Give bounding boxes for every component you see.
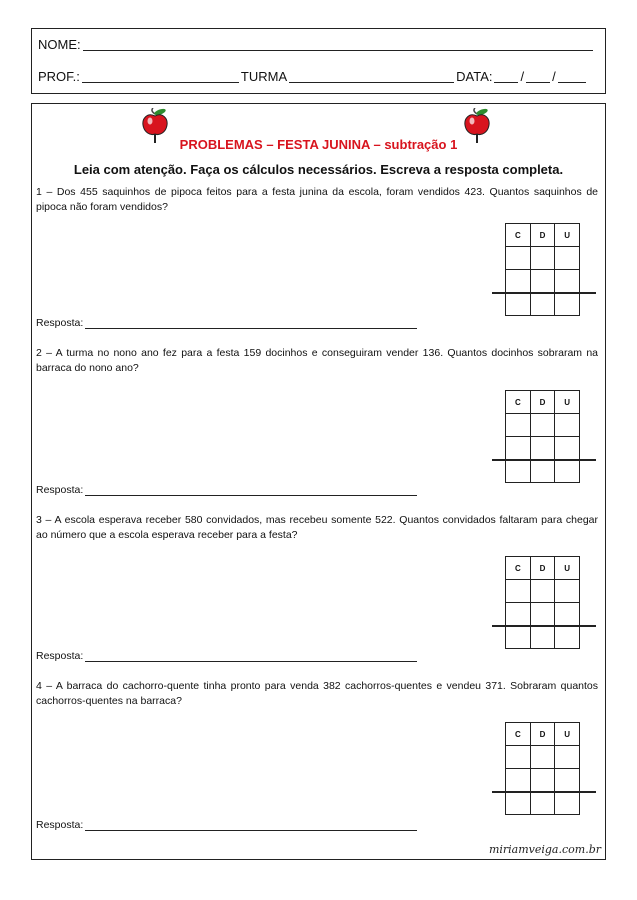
grid-header-u: U bbox=[555, 224, 580, 247]
prof-label: PROF.: bbox=[38, 69, 80, 84]
response-label: Resposta: bbox=[36, 650, 84, 662]
grid-header-d: D bbox=[530, 391, 555, 414]
turma-field[interactable] bbox=[289, 69, 454, 83]
response-field[interactable] bbox=[85, 484, 417, 496]
response-row bbox=[36, 317, 417, 329]
date-year-field[interactable] bbox=[558, 69, 586, 83]
response-label: Resposta: bbox=[36, 484, 84, 496]
cdu-grid bbox=[505, 556, 580, 649]
subtraction-line bbox=[492, 791, 596, 793]
response-row bbox=[36, 484, 417, 496]
name-label: NOME: bbox=[38, 37, 81, 52]
date-month-field[interactable] bbox=[526, 69, 550, 83]
prof-field[interactable] bbox=[82, 69, 239, 83]
response-label: Resposta: bbox=[36, 819, 84, 831]
cdu-grid bbox=[505, 223, 580, 316]
response-field[interactable] bbox=[85, 317, 417, 329]
grid-header-c: C bbox=[506, 224, 531, 247]
problem-text: 1 – Dos 455 saquinhos de pipoca feitos para a festa junina da escola, foram vendidos 423. Quantos saquinhos de pipoca não foram vendidos? bbox=[36, 186, 598, 213]
grid-header-d: D bbox=[530, 557, 555, 580]
header-box bbox=[31, 28, 606, 94]
grid-header-c: C bbox=[506, 723, 531, 746]
problem-text: 2 – A turma no nono ano fez para a festa 159 docinhos e conseguiram vender 136. Quantos docinhos sobraram na barraca do nono ano? bbox=[36, 347, 598, 374]
subtraction-line bbox=[492, 292, 596, 294]
grid-header-c: C bbox=[506, 557, 531, 580]
response-field[interactable] bbox=[85, 819, 417, 831]
response-row bbox=[36, 650, 417, 662]
worksheet-instructions: Leia com atenção. Faça os cálculos necessários. Escreva a resposta completa. bbox=[73, 162, 564, 177]
problem-text: 4 – A barraca do cachorro-quente tinha pronto para venda 382 cachorros-quentes e vendeu 371. Sobraram quantos cachorros-quentes na barraca? bbox=[36, 680, 598, 707]
response-field[interactable] bbox=[85, 650, 417, 662]
turma-label: TURMA bbox=[240, 69, 288, 84]
grid-header-d: D bbox=[530, 723, 555, 746]
date-sep: / bbox=[552, 69, 556, 84]
name-field[interactable] bbox=[83, 37, 593, 51]
site-signature: miriamveiga.com.br bbox=[488, 843, 601, 856]
problem-text: 3 – A escola esperava receber 580 convidados, mas recebeu somente 522. Quantos convidados faltaram para chegar ao número que a escola esperava receber para a festa? bbox=[36, 514, 598, 541]
grid-header-d: D bbox=[530, 224, 555, 247]
subtraction-line bbox=[492, 459, 596, 461]
date-day-field[interactable] bbox=[494, 69, 518, 83]
cdu-grid bbox=[505, 722, 580, 815]
date-sep: / bbox=[520, 69, 525, 84]
cdu-grid bbox=[505, 390, 580, 483]
info-row bbox=[38, 69, 588, 84]
date-label: DATA: bbox=[456, 69, 493, 84]
subtraction-line bbox=[492, 625, 596, 627]
response-label: Resposta: bbox=[36, 317, 84, 329]
grid-header-c: C bbox=[506, 391, 531, 414]
grid-header-u: U bbox=[555, 723, 580, 746]
name-row bbox=[38, 37, 595, 52]
response-row bbox=[36, 819, 417, 831]
grid-header-u: U bbox=[555, 557, 580, 580]
worksheet-title: PROBLEMAS – FESTA JUNINA – subtração 1 bbox=[179, 137, 458, 152]
grid-header-u: U bbox=[555, 391, 580, 414]
